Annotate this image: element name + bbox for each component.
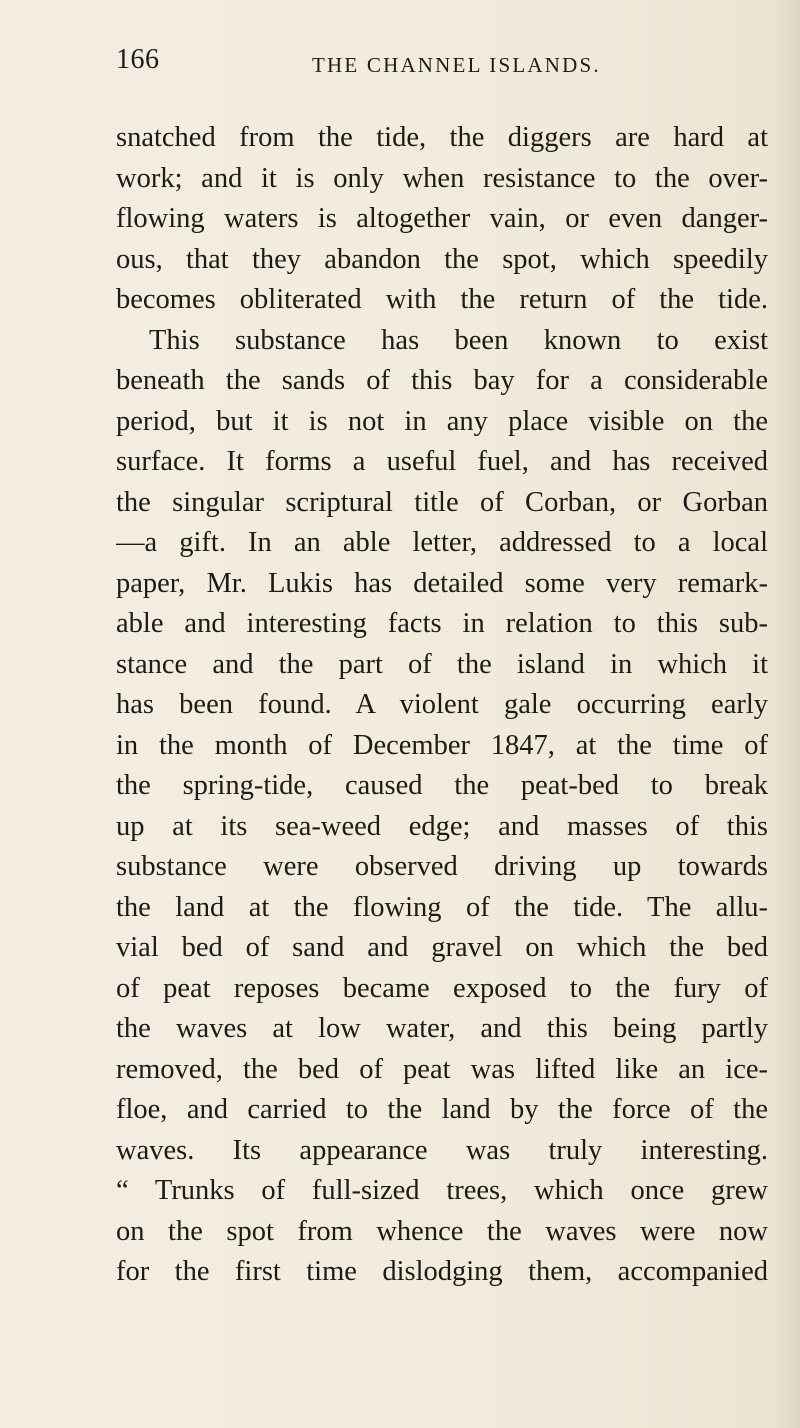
text-line: ous, that they abandon the spot, which speedily [116,243,768,275]
text-line: in the month of December 1847, at the time of [116,729,768,761]
page-edge-shadow [772,0,800,1428]
text-line: waves. Its appearance was truly interesting. [116,1134,768,1166]
text-line: flowing waters is altogether vain, or even danger- [116,203,768,234]
text-line: the land at the flowing of the tide. The allu- [116,891,768,923]
text-line: for the first time dislodging them, accompanied [116,1256,768,1287]
text-line: substance were observed driving up towards [116,851,768,882]
text-line: the spring-tide, caused the peat-bed to break [116,770,768,801]
text-line: floe, and carried to the land by the force of the [116,1094,768,1125]
text-line: work; and it is only when resistance to the over- [116,162,768,194]
text-line: vial bed of sand and gravel on which the bed [116,932,768,963]
page-number: 166 [116,44,160,75]
text-line: stance and the part of the island in which it [116,648,768,680]
page-header [116,44,756,84]
text-line: —a gift. In an able letter, addressed to a local [116,527,768,558]
text-line: on the spot from whence the waves were now [116,1215,768,1247]
text-line: removed, the bed of peat was lifted like an ice- [116,1053,768,1085]
text-line: up at its sea-weed edge; and masses of this [116,810,768,842]
paragraph-start-line: This substance has been known to exist [149,324,768,356]
text-line: paper, Mr. Lukis has detailed some very remark- [116,567,768,599]
text-line: snatched from the tide, the diggers are hard at [116,122,768,153]
body-text [116,118,768,1293]
running-title: THE CHANNEL ISLANDS. [312,53,601,77]
text-line: beneath the sands of this bay for a considerable [116,365,768,396]
text-line: of peat reposes became exposed to the fury of [116,972,768,1004]
text-line: period, but it is not in any place visible on the [116,405,768,437]
text-line: surface. It forms a useful fuel, and has received [116,446,768,477]
text-line: the waves at low water, and this being partly [116,1013,768,1044]
text-line: able and interesting facts in relation to this sub- [116,608,768,639]
text-line: “ Trunks of full-sized trees, which once grew [116,1175,768,1206]
text-line: becomes obliterated with the return of the tide. [116,284,768,315]
text-line: has been found. A violent gale occurring early [116,689,768,720]
text-line: the singular scriptural title of Corban, or Gorban [116,486,768,518]
